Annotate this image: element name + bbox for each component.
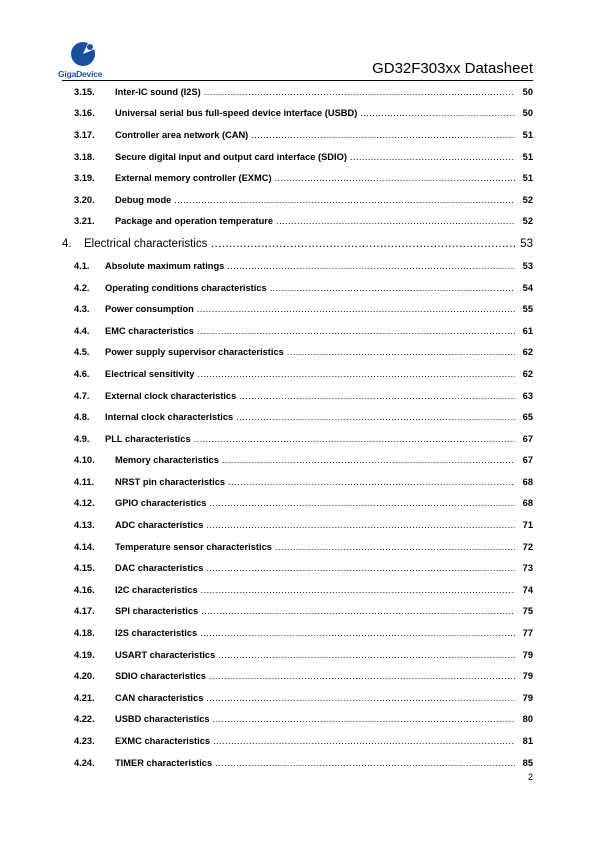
toc-entry-page: 54: [522, 282, 533, 293]
toc-entry-page: 62: [522, 347, 533, 358]
toc-entry[interactable]: [62, 232, 533, 255]
toc-entry-title[interactable]: ADC characteristics .....: [115, 520, 515, 530]
toc-entry-number: 4.6.: [74, 368, 90, 379]
toc-entry-title[interactable]: DAC characteristics .....: [115, 563, 515, 573]
document-title: GD32F303xx Datasheet: [372, 60, 533, 77]
toc-entry-number: 4.8.: [74, 412, 90, 423]
toc-entry-title[interactable]: CAN characteristics .....: [115, 693, 515, 703]
toc-entry-number: 4.9.: [74, 433, 90, 444]
toc-entry-title[interactable]: Universal serial bus full-speed device interface (USBD) .....: [115, 108, 515, 118]
toc-entry[interactable]: [62, 146, 533, 168]
toc-entry-number: 4.12.: [74, 498, 95, 509]
toc-entry-title[interactable]: SDIO characteristics .....: [115, 671, 515, 681]
toc-entry-page: 50: [522, 108, 533, 119]
toc-entry[interactable]: [62, 320, 533, 342]
toc-entry[interactable]: [62, 103, 533, 125]
toc-entry-page: 62: [522, 368, 533, 379]
toc-entry-title[interactable]: Debug mode .....: [115, 195, 515, 205]
page-number: 2: [527, 772, 533, 782]
toc-entry[interactable]: [62, 81, 533, 103]
toc-entry[interactable]: [62, 167, 533, 189]
table-of-contents: [62, 81, 533, 773]
toc-entry-title[interactable]: I2S characteristics .....: [115, 628, 515, 638]
toc-entry-number: 4.17.: [74, 606, 95, 617]
toc-entry-page: 53: [522, 260, 533, 271]
toc-entry-number: 4.23.: [74, 736, 95, 747]
toc-entry-title[interactable]: Package and operation temperature .....: [115, 216, 515, 226]
toc-entry-number: 4.18.: [74, 628, 95, 639]
toc-entry[interactable]: [62, 189, 533, 211]
toc-entry-number: 4.3.: [74, 304, 90, 315]
toc-entry[interactable]: [62, 211, 533, 233]
toc-entry-number: 4.21.: [74, 692, 95, 703]
toc-entry[interactable]: [62, 709, 533, 731]
toc-entry-title[interactable]: Absolute maximum ratings .....: [105, 261, 515, 271]
toc-entry-title[interactable]: USART characteristics .....: [115, 650, 515, 660]
toc-entry-number: 4.11.: [74, 476, 95, 487]
toc-entry-title[interactable]: NRST pin characteristics .....: [115, 477, 515, 487]
toc-entry-title[interactable]: I2C characteristics .....: [115, 585, 515, 595]
toc-entry-page: 53: [520, 237, 533, 250]
toc-entry-number: 4.7.: [74, 390, 90, 401]
toc-entry-title[interactable]: External memory controller (EXMC) .....: [115, 173, 515, 183]
toc-entry-number: 4.13.: [74, 520, 95, 531]
toc-entry[interactable]: [62, 277, 533, 299]
toc-entry-page: 52: [522, 216, 533, 227]
toc-entry-page: 68: [522, 476, 533, 487]
toc-entry-title[interactable]: Electrical characteristics .....: [84, 238, 515, 250]
toc-entry-page: 85: [522, 757, 533, 768]
toc-entry-number: 3.15.: [74, 86, 95, 97]
toc-entry-title[interactable]: Inter-IC sound (I2S) .....: [115, 87, 515, 97]
toc-entry-number: 4.4.: [74, 325, 90, 336]
toc-entry-title[interactable]: EXMC characteristics .....: [115, 736, 515, 746]
toc-entry-page: 74: [522, 584, 533, 595]
toc-entry[interactable]: [62, 471, 533, 493]
toc-entry-page: 51: [522, 173, 533, 184]
toc-entry-title[interactable]: Operating conditions characteristics .....: [105, 283, 515, 293]
toc-entry-page: 68: [522, 498, 533, 509]
toc-entry-page: 51: [522, 151, 533, 162]
toc-entry-title[interactable]: Internal clock characteristics .....: [105, 412, 515, 422]
toc-entry[interactable]: [62, 579, 533, 601]
toc-entry[interactable]: [62, 385, 533, 407]
logo-text: GigaDevice: [58, 69, 103, 79]
toc-entry-title[interactable]: SPI characteristics .....: [115, 606, 515, 616]
toc-entry-title[interactable]: GPIO characteristics .....: [115, 498, 515, 508]
toc-entry-page: 79: [522, 649, 533, 660]
toc-entry-page: 71: [522, 520, 533, 531]
toc-entry-page: 75: [522, 606, 533, 617]
toc-entry-number: 4.20.: [74, 671, 95, 682]
toc-entry-title[interactable]: Secure digital input and output card interface (SDIO) .....: [115, 152, 515, 162]
toc-entry[interactable]: [62, 687, 533, 709]
toc-entry-title[interactable]: Memory characteristics .....: [115, 455, 515, 465]
toc-entry-page: 51: [522, 129, 533, 140]
toc-entry-page: 52: [522, 194, 533, 205]
toc-entry[interactable]: [62, 557, 533, 579]
toc-entry[interactable]: [62, 665, 533, 687]
toc-entry-title[interactable]: USBD characteristics .....: [115, 714, 515, 724]
toc-entry-number: 4.19.: [74, 649, 95, 660]
toc-entry[interactable]: [62, 428, 533, 450]
toc-entry-number: 4.10.: [74, 455, 95, 466]
toc-entry-number: 4.16.: [74, 584, 95, 595]
logo-icon: [70, 40, 96, 68]
toc-entry-number: 3.17.: [74, 129, 95, 140]
toc-entry[interactable]: [62, 622, 533, 644]
toc-entry-number: 4.22.: [74, 714, 95, 725]
toc-entry-number: 4.14.: [74, 541, 95, 552]
toc-entry[interactable]: [62, 450, 533, 472]
toc-entry[interactable]: [62, 298, 533, 320]
toc-entry[interactable]: [62, 342, 533, 364]
toc-entry-title[interactable]: EMC characteristics .....: [105, 326, 515, 336]
toc-entry[interactable]: [62, 406, 533, 428]
toc-entry-page: 65: [522, 412, 533, 423]
toc-entry-title[interactable]: Controller area network (CAN) .....: [115, 130, 515, 140]
toc-entry-page: 63: [522, 390, 533, 401]
toc-entry[interactable]: [62, 124, 533, 146]
toc-entry-page: 72: [522, 541, 533, 552]
toc-entry[interactable]: [62, 752, 533, 774]
toc-entry-page: 50: [522, 86, 533, 97]
toc-entry-title[interactable]: Electrical sensitivity .....: [105, 369, 515, 379]
toc-entry-number: 4.1.: [74, 260, 90, 271]
toc-entry-number: 4.2.: [74, 282, 90, 293]
toc-entry-number: 3.18.: [74, 151, 95, 162]
toc-entry-page: 79: [522, 692, 533, 703]
toc-entry-title[interactable]: Power supply supervisor characteristics .....: [105, 347, 515, 357]
toc-entry-title[interactable]: Temperature sensor characteristics .....: [115, 542, 515, 552]
toc-entry-number: 3.16.: [74, 108, 95, 119]
toc-entry[interactable]: [62, 514, 533, 536]
toc-entry-page: 79: [522, 671, 533, 682]
toc-entry[interactable]: [62, 644, 533, 666]
toc-entry-number: 4.5.: [74, 347, 90, 358]
toc-entry-number: 3.19.: [74, 173, 95, 184]
toc-entry[interactable]: [62, 536, 533, 558]
toc-entry-page: 61: [522, 325, 533, 336]
toc-entry[interactable]: [62, 601, 533, 623]
toc-entry-page: 67: [522, 433, 533, 444]
toc-entry-number: 4.24.: [74, 757, 95, 768]
toc-entry-page: 81: [522, 736, 533, 747]
toc-entry-page: 77: [522, 628, 533, 639]
toc-entry-title[interactable]: PLL characteristics .....: [105, 434, 515, 444]
toc-entry[interactable]: [62, 255, 533, 277]
toc-entry-page: 55: [522, 304, 533, 315]
toc-entry[interactable]: [62, 363, 533, 385]
toc-entry-title[interactable]: External clock characteristics .....: [105, 391, 515, 401]
toc-entry-title[interactable]: Power consumption .....: [105, 304, 515, 314]
toc-entry-number: 4.: [62, 237, 72, 250]
toc-entry-page: 67: [522, 455, 533, 466]
toc-entry-number: 4.15.: [74, 563, 95, 574]
toc-entry-page: 73: [522, 563, 533, 574]
gigadevice-logo: [58, 40, 110, 82]
toc-entry[interactable]: [62, 730, 533, 752]
toc-entry-page: 80: [522, 714, 533, 725]
toc-entry[interactable]: [62, 493, 533, 515]
toc-entry-number: 3.20.: [74, 194, 95, 205]
toc-entry-number: 3.21.: [74, 216, 95, 227]
toc-entry-title[interactable]: TIMER characteristics .....: [115, 758, 515, 768]
